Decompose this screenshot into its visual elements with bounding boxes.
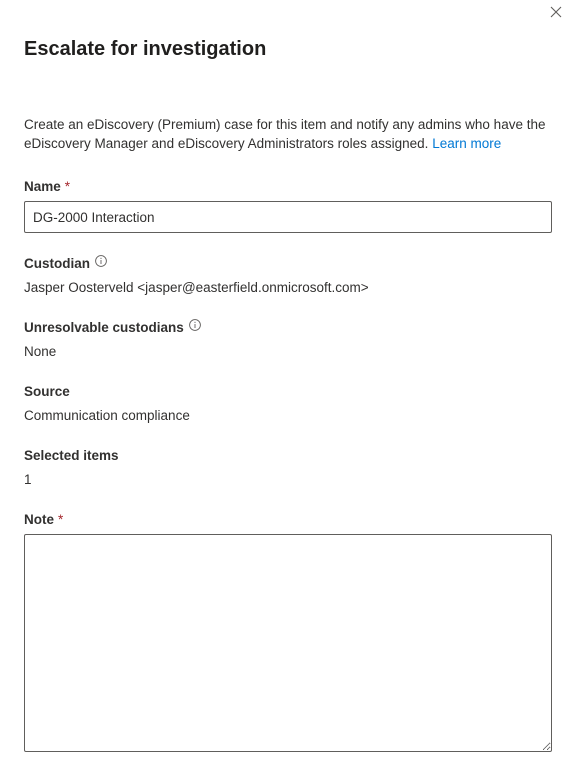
name-required-mark: * xyxy=(64,179,71,194)
note-required-mark: * xyxy=(58,512,64,527)
source-label-text: Source xyxy=(24,384,70,399)
description-text: Create an eDiscovery (Premium) case for this item and notify any admins who have the eDiscovery Manager and eDiscovery Administrators roles assigned. xyxy=(24,117,546,151)
source-label xyxy=(24,384,70,399)
close-icon[interactable] xyxy=(548,4,564,20)
custodian-label xyxy=(24,256,107,271)
name-input[interactable] xyxy=(24,201,552,233)
panel-title: Escalate for investigation xyxy=(24,38,267,60)
unresolvable-custodians-label xyxy=(24,320,201,335)
learn-more-link[interactable]: Learn more xyxy=(432,136,502,151)
custodian-label-text: Custodian xyxy=(24,256,90,271)
note-textarea[interactable] xyxy=(24,534,552,752)
selected-items-value: 1 xyxy=(24,472,32,487)
note-label-text: Note xyxy=(24,512,54,527)
selected-items-label-text: Selected items xyxy=(24,448,119,463)
custodian-value: Jasper Oosterveld <jasper@easterfield.onmicrosoft.com> xyxy=(24,280,369,295)
name-label-text: Name xyxy=(24,179,61,194)
info-icon[interactable] xyxy=(189,319,201,331)
close-button[interactable] xyxy=(548,4,564,20)
source-value: Communication compliance xyxy=(24,408,190,423)
unresolvable-custodians-label-text: Unresolvable custodians xyxy=(24,320,184,335)
selected-items-label xyxy=(24,448,119,463)
unresolvable-custodians-value: None xyxy=(24,344,57,359)
panel-description xyxy=(24,115,549,153)
info-icon[interactable] xyxy=(95,255,107,267)
name-label xyxy=(24,179,70,194)
note-label xyxy=(24,512,63,527)
